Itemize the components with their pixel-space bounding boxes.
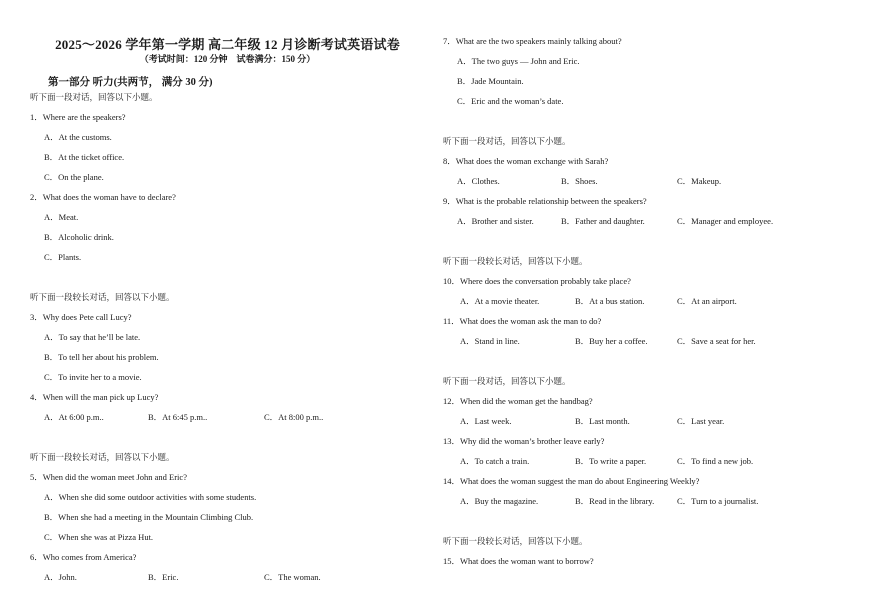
option-6a: A．John.	[44, 572, 77, 582]
option-8b: B．Shoes.	[561, 176, 598, 186]
question-7: 7．What are the two speakers mainly talking about?	[443, 36, 622, 46]
option-6c: C．The woman.	[264, 572, 321, 582]
question-10: 10．Where does the conversation probably take place?	[443, 276, 631, 286]
exam-info: （考试时间：120 分钟 试卷满分：150 分）	[139, 54, 316, 64]
option-5b: B．When she had a meeting in the Mountain Climbing Club.	[44, 512, 254, 522]
option-6b: B．Eric.	[148, 572, 179, 582]
instruction-text: 听下面一段较长对话，回答以下小题。	[30, 452, 175, 462]
option-14a: A．Buy the magazine.	[460, 496, 539, 506]
question-2: 2．What does the woman have to declare?	[30, 192, 176, 202]
option-13c: C．To find a new job.	[677, 456, 754, 466]
option-12b: B．Last month.	[575, 416, 630, 426]
instruction-text: 听下面一段较长对话，回答以下小题。	[30, 292, 175, 302]
option-8a: A．Clothes.	[457, 176, 500, 186]
option-3a: A．To say that he’ll be late.	[44, 332, 141, 342]
option-9b: B．Father and daughter.	[561, 216, 645, 226]
option-10c: C．At an airport.	[677, 296, 737, 306]
option-1a: A．At the customs.	[44, 132, 112, 142]
option-12c: C．Last year.	[677, 416, 725, 426]
option-7b: B．Jade Mountain.	[457, 76, 524, 86]
option-2a: A．Meat.	[44, 212, 79, 222]
instruction-text: 听下面一段对话，回答以下小题。	[443, 136, 571, 146]
option-11c: C．Save a seat for her.	[677, 336, 756, 346]
question-8: 8．What does the woman exchange with Sarah?	[443, 156, 609, 166]
option-3c: C．To invite her to a movie.	[44, 372, 142, 382]
option-10b: B．At a bus station.	[575, 296, 645, 306]
option-1b: B．At the ticket office.	[44, 152, 125, 162]
option-5c: C．When she was at Pizza Hut.	[44, 532, 154, 542]
option-2c: C．Plants.	[44, 252, 82, 262]
option-2b: B．Alcoholic drink.	[44, 232, 114, 242]
option-4a: A．At 6:00 p.m..	[44, 412, 104, 422]
option-9a: A．Brother and sister.	[457, 216, 534, 226]
option-14b: B．Read in the library.	[575, 496, 655, 506]
option-3b: B．To tell her about his problem.	[44, 352, 159, 362]
question-12: 12．When did the woman get the handbag?	[443, 396, 593, 406]
option-4c: C．At 8:00 p.m..	[264, 412, 324, 422]
question-14: 14．What does the woman suggest the man do about Engineering Weekly?	[443, 476, 700, 486]
option-11a: A．Stand in line.	[460, 336, 520, 346]
option-9c: C．Manager and employee.	[677, 216, 774, 226]
question-3: 3．Why does Pete call Lucy?	[30, 312, 132, 322]
question-4: 4．When will the man pick up Lucy?	[30, 392, 159, 402]
question-1: 1．Where are the speakers?	[30, 112, 126, 122]
instruction-text: 听下面一段较长对话，回答以下小题。	[443, 536, 588, 546]
option-7a: A．The two guys — John and Eric.	[457, 56, 580, 66]
option-5a: A．When she did some outdoor activities with some students.	[44, 492, 257, 502]
section-heading: 第一部分 听力(共两节， 满分 30 分)	[48, 77, 213, 88]
instruction-text: 听下面一段对话，回答以下小题。	[30, 92, 158, 102]
option-4b: B．At 6:45 p.m..	[148, 412, 208, 422]
instruction-text: 听下面一段较长对话，回答以下小题。	[443, 256, 588, 266]
option-13a: A．To catch a train.	[460, 456, 530, 466]
question-9: 9．What is the probable relationship between the speakers?	[443, 196, 647, 206]
question-15: 15．What does the woman want to borrow?	[443, 556, 594, 566]
option-7c: C．Eric and the woman’s date.	[457, 96, 564, 106]
question-5: 5．When did the woman meet John and Eric?	[30, 472, 187, 482]
option-1c: C．On the plane.	[44, 172, 104, 182]
question-6: 6．Who comes from America?	[30, 552, 137, 562]
option-10a: A．At a movie theater.	[460, 296, 540, 306]
question-11: 11．What does the woman ask the man to do?	[443, 316, 602, 326]
option-8c: C．Makeup.	[677, 176, 722, 186]
option-11b: B．Buy her a coffee.	[575, 336, 648, 346]
page-title: 2025～2026 学年第一学期 高二年级 12 月诊断考试英语试卷	[55, 37, 400, 52]
option-13b: B．To write a paper.	[575, 456, 647, 466]
instruction-text: 听下面一段对话，回答以下小题。	[443, 376, 571, 386]
option-14c: C．Turn to a journalist.	[677, 496, 759, 506]
option-12a: A．Last week.	[460, 416, 512, 426]
question-13: 13．Why did the woman’s brother leave early?	[443, 436, 605, 446]
